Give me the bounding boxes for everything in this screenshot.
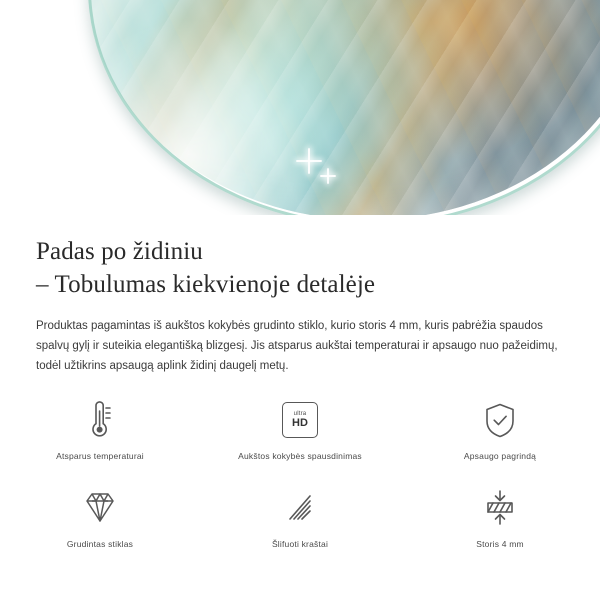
feature-label: Atsparus temperaturai	[56, 451, 144, 461]
headline-line-2: – Tobulumas kiekvienoje detalėje	[36, 271, 376, 299]
thickness-arrows-icon	[479, 486, 521, 530]
headline-line-1: Padas po židiniu	[36, 238, 203, 265]
hero-image	[0, 0, 600, 215]
feature-item-temperature-resistant	[0, 392, 200, 480]
text-content	[0, 215, 600, 376]
feature-item-print-quality	[200, 392, 400, 480]
feature-label: Šlifuoti kraštai	[271, 539, 329, 549]
page-title	[0, 215, 600, 302]
glass-disc-image	[88, 0, 600, 215]
feature-item-surface-protection	[400, 392, 600, 480]
thermometer-icon	[80, 398, 120, 442]
feature-item-polished-edges	[200, 480, 400, 568]
polished-edges-icon	[279, 486, 321, 530]
ultra-hd-badge-bottom: HD	[292, 417, 308, 429]
feature-label: Storis 4 mm	[476, 539, 524, 549]
ultra-hd-icon	[282, 398, 318, 442]
feature-item-thickness	[400, 480, 600, 568]
feature-grid	[0, 392, 600, 568]
diamond-icon	[79, 486, 121, 530]
ultra-hd-badge	[282, 402, 318, 438]
feature-label: Aukštos kokybės spausdinimas	[238, 451, 362, 461]
ultra-hd-badge-top: ultra	[293, 411, 307, 417]
shield-check-icon	[480, 398, 520, 442]
feature-label: Apsaugo pagrindą	[463, 451, 537, 461]
feature-label: Grudintas stiklas	[66, 539, 134, 549]
description-paragraph: Produktas pagamintas iš aukštos kokybės grudinto stiklo, kurio storis 4 mm, kuris pabrėžia spaudos spalvų gylį ir suteikia elegantišką blizgesį. Jis atsparus aukštai temperaturai ir apsaugo nuo pažeidimų, todėl užtikrins apsaugą aplink židinį daugelį metų.	[36, 319, 558, 372]
feature-item-tempered-glass	[0, 480, 200, 568]
